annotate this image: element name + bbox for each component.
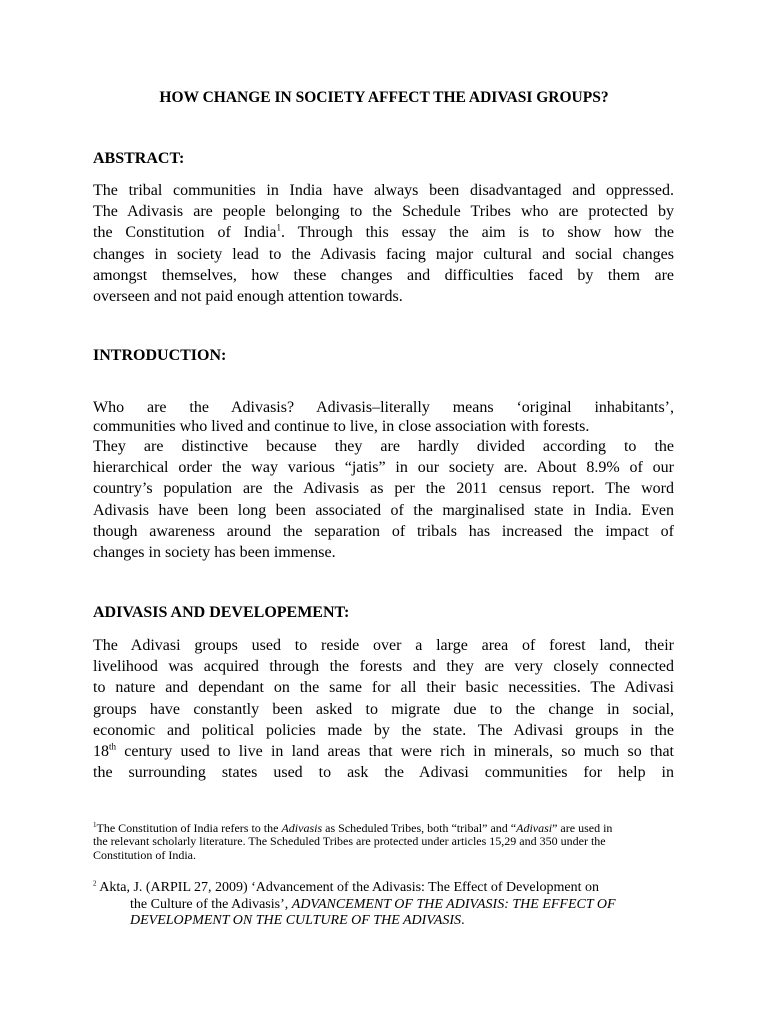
- text-line: The Adivasis are people belonging to the Schedule Tribes who are protected by: [93, 203, 674, 221]
- development-heading: ADIVASIS AND DEVELOPEMENT:: [93, 604, 350, 621]
- footnote-2: $^2$ Akta, J. (ARPIL 27, 2009) ‘Advancement of the Adivasis: The Effect of Development on the Culture of the Adivasis’, ADVANCEMENT OF THE ADIVASIS: THE EFFECT OF DEVELOPMENT ON THE CULTURE OF THE ADIVASIS.: [93, 879, 616, 929]
- text-line: 18th century used to live in land areas that were rich in minerals, so much so that: [93, 741, 674, 761]
- text-line: the surrounding states used to ask the Adivasi communities for help in: [93, 764, 674, 782]
- footnote-mark: 1: [93, 821, 97, 829]
- introduction-paragraph: [93, 398, 674, 563]
- text-line: Adivasis have been long been associated of the marginalised state in India. Even: [93, 501, 674, 519]
- text-line: They are distinctive because they are hardly divided according to the: [93, 438, 674, 455]
- text-line: overseen and not paid enough attention towards.: [93, 288, 403, 306]
- footnote-ref-1[interactable]: 1: [276, 223, 282, 234]
- text-line: The Adivasi groups used to reside over a large area of forest land, their: [93, 637, 674, 654]
- text-line: amongst themselves, how these changes and difficulties faced by them are: [93, 266, 674, 284]
- text-line: livelihood was acquired through the forests and they are very closely connected: [93, 658, 674, 676]
- text-line: country’s population are the Adivasis as per the 2011 census report. The word: [93, 480, 674, 498]
- text-line: hierarchical order the way various “jatis” in our society are. About 8.9% of our: [93, 459, 674, 477]
- text-line: economic and political policies made by the state. The Adivasi groups in the: [93, 721, 674, 739]
- text-line: Who are the Adivasis? Adivasis–literally means ‘original inhabitants’,: [93, 399, 674, 416]
- development-paragraph: [93, 635, 674, 783]
- text-line: though awareness around the separation of tribals has increased the impact of: [93, 522, 674, 540]
- text-line: changes in society lead to the Adivasis facing major cultural and social changes: [93, 245, 674, 263]
- text-line: The tribal communities in India have always been disadvantaged and oppressed.: [93, 182, 674, 199]
- text-line: to nature and dependant on the same for all their basic necessities. The Adivasi: [93, 679, 674, 697]
- footnote-1: $^1$The Constitution of India refers to the Adivasis as Scheduled Tribes, both “tribal” and “Adivasi” are used in the relevant scholarly literature. The Scheduled Tribes are protected under articles 15,29 and 350 under the Constitution of India.: [93, 821, 613, 862]
- text-line: changes in society has been immense.: [93, 544, 336, 562]
- abstract-heading: ABSTRACT:: [93, 150, 185, 167]
- document-title: HOW CHANGE IN SOCIETY AFFECT THE ADIVASI GROUPS?: [159, 89, 609, 106]
- footnote-mark: 2: [93, 879, 97, 888]
- introduction-heading: INTRODUCTION:: [93, 347, 227, 364]
- abstract-paragraph: [93, 180, 674, 307]
- text-line: groups have constantly been asked to migrate due to the change in social,: [93, 700, 674, 718]
- text-line: communities who lived and continue to live, in close association with forests.: [93, 418, 590, 435]
- text-line: the Constitution of India$^1$. Through this essay the aim is to show how the: [93, 223, 675, 242]
